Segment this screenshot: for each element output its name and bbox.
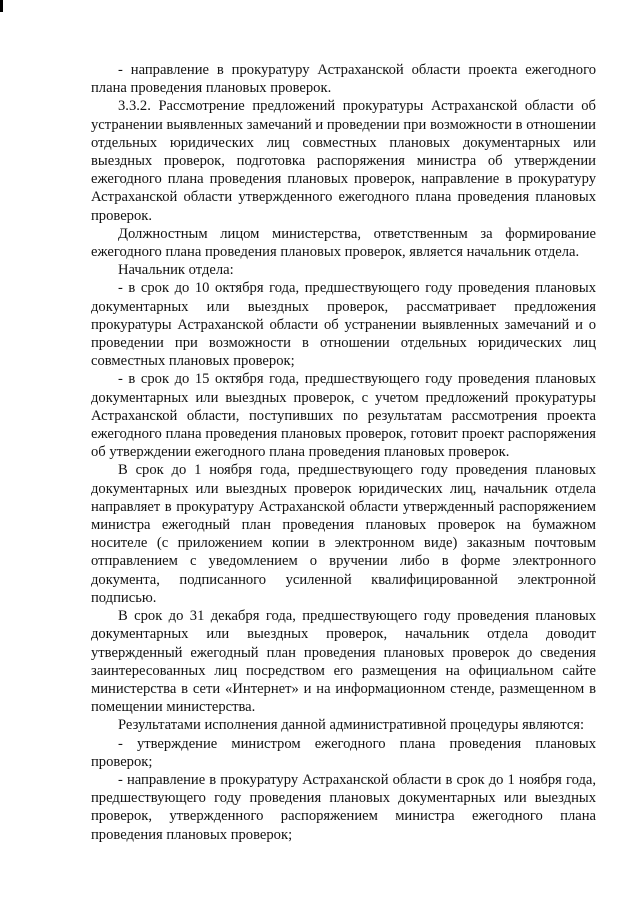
paragraph-november-1-deadline: В срок до 1 ноября года, предшествующего году проведения плановых документарных или выездных проверок юридических лиц, начальник отдела направляет в прокуратуру Астраханской области утвержденный распоряжением министра ежегодный план проведения плановых проверок на бумажном носителе (с приложением копии в электронном виде) заказным почтовым отправлением с уведомлением о вручении либо в форме электронного документа, подписанного усиленной квалифицированной электронной подписью. [91,462,596,606]
paragraph-result-dispatch: - направление в прокуратуру Астраханской области в срок до 1 ноября года, предшествующего году проведения плановых документарных или выездных проверок, утвержденного распоряжением министра ежегодного плана проведения плановых проверок; [91,771,596,843]
paragraph-december-31-deadline: В срок до 31 декабря года, предшествующего году проведения плановых документарных или выездных проверок, начальник отдела доводит утвержденный ежегодный план проведения плановых проверок до сведения заинтересованных лиц посредством его размещения на официальном сайте министерства в сети «Интернет» и на информационном стенде, размещенном в помещении министерства. [91,608,596,716]
paragraph-section-3-3-2: 3.3.2. Рассмотрение предложений прокуратуры Астраханской области об устранении выявленных замечаний и проведении при возможности в отношении отдельных юридических лиц совместных плановых документарных или выездных проверок, подготовка распоряжения министра об утверждении ежегодного плана проведения плановых проверок, направление в прокуратуру Астраханской области утвержденного ежегодного плана проведения плановых проверок. [91,98,596,224]
paragraph-department-head: Начальник отдела: [118,262,234,279]
paragraph-plan-draft-dispatch: - направление в прокуратуру Астраханской области проекта ежегодного плана проведения плановых проверок. [91,62,596,97]
paragraph-result-approval: - утверждение министром ежегодного плана проведения плановых проверок; [91,735,596,770]
paragraph-results-intro: Результатами исполнения данной административной процедуры являются: [118,717,585,734]
document-body [91,61,596,844]
paragraph-october-15-deadline: - в срок до 15 октября года, предшествующего году проведения плановых документарных или выездных проверок, с учетом предложений прокуратуры Астраханской области, поступивших по результатам рассмотрения проекта ежегодного плана проведения плановых проверок, готовит проект распоряжения об утверждении ежегодного плана проведения плановых проверок. [91,371,596,461]
scan-corner-mark [0,0,3,12]
paragraph-october-10-deadline: - в срок до 10 октября года, предшествующего году проведения плановых документарных или выездных проверок, рассматривает предложения прокуратуры Астраханской области об устранении выявленных замечаний и о проведении при возможности в отношении отдельных юридических лиц совместных плановых проверок; [91,280,596,370]
paragraph-responsible-official: Должностным лицом министерства, ответственным за формирование ежегодного плана проведения плановых проверок, является начальник отдела. [91,225,596,261]
